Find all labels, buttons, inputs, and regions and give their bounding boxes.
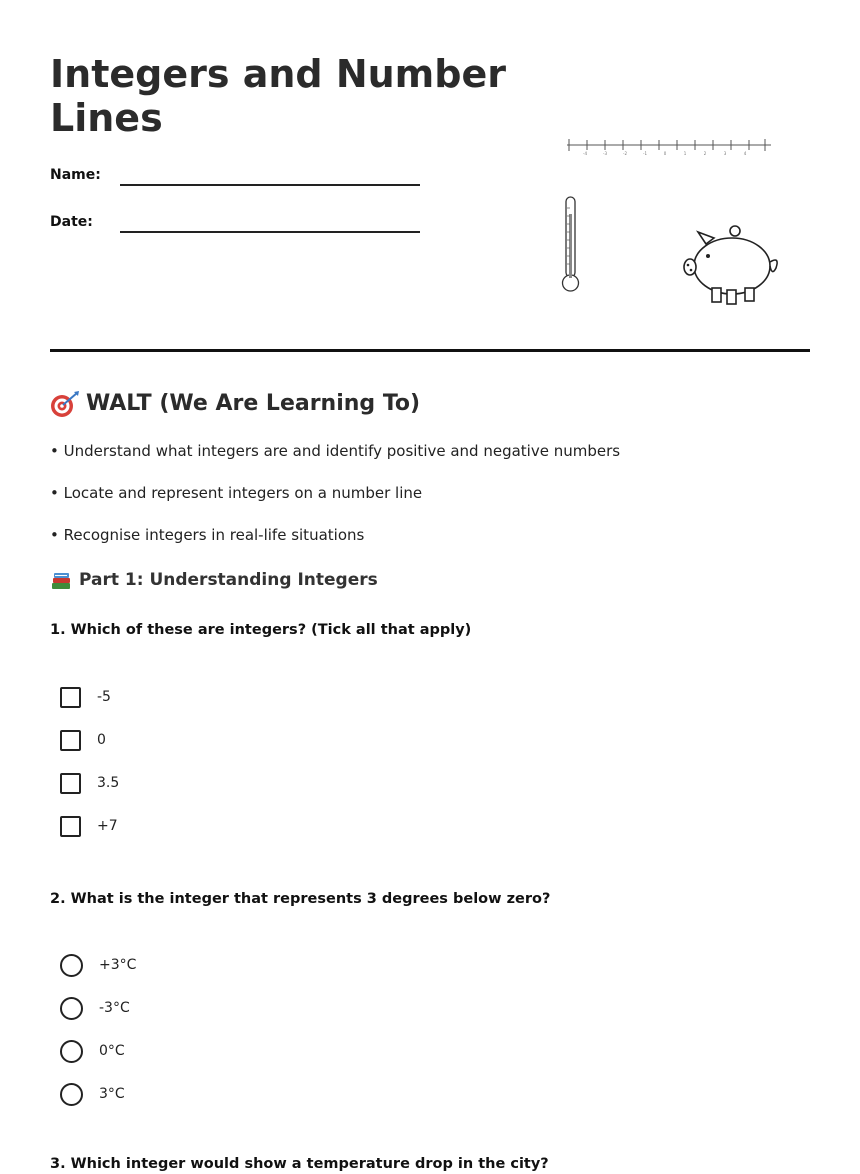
number-line-tick-label: 0 [663,151,667,156]
header-divider [50,349,810,352]
q2-option[interactable] [60,1039,125,1063]
checkbox[interactable] [60,773,81,794]
number-line-tick-label: -3 [603,151,607,156]
q1-option[interactable] [60,814,118,838]
q1-option[interactable] [60,728,106,752]
number-line-tick-label: 2 [703,151,707,156]
option-label: -3°C [99,1000,130,1016]
q1-option[interactable] [60,771,119,795]
q2-option[interactable] [60,996,130,1020]
walt-heading-text: WALT (We Are Learning To) [86,391,421,416]
part1-heading-text: Part 1: Understanding Integers [79,570,378,590]
question-3-clipped [50,1150,570,1172]
checkbox[interactable] [60,816,81,837]
question-1: 1. Which of these are integers? (Tick all that apply) [50,622,472,638]
number-line-icon [565,134,775,156]
date-field[interactable] [50,212,430,242]
date-input-line[interactable] [120,231,420,233]
thermometer-icon [558,194,584,298]
option-label: 3.5 [97,775,120,791]
piggy-bank-icon [682,222,784,308]
number-line-tick-label: 4 [743,151,747,156]
radio-button[interactable] [60,1040,83,1063]
q2-option[interactable] [60,953,136,977]
worksheet-title: Integers and Number Lines [50,52,506,140]
option-label: -5 [97,689,111,705]
checkbox[interactable] [60,730,81,751]
worksheet-page [50,0,810,1172]
number-line-tick-label: 1 [683,151,687,156]
walt-bullet-1: • Understand what integers are and identify positive and negative numbers [50,442,621,460]
books-icon [50,569,72,591]
number-line-tick-label: 3 [723,151,727,156]
question-3: 3. Which integer would show a temperature drop in the city? [50,1156,549,1172]
q1-option[interactable] [60,685,111,709]
radio-button[interactable] [60,1083,83,1106]
q2-option[interactable] [60,1082,125,1106]
walt-heading [50,390,420,418]
name-label: Name: [50,167,101,183]
number-line-tick-label: -1 [643,151,647,156]
number-line-tick-label: -4 [583,151,587,156]
walt-bullet-3: • Recognise integers in real-life situations [50,526,365,544]
name-field[interactable] [50,165,430,195]
radio-button[interactable] [60,997,83,1020]
number-line-tick-label: -2 [623,151,627,156]
option-label: 0 [97,732,106,748]
question-2: 2. What is the integer that represents 3 degrees below zero? [50,891,551,907]
target-icon [50,390,80,418]
walt-bullet-2: • Locate and represent integers on a number line [50,484,423,502]
checkbox[interactable] [60,687,81,708]
radio-button[interactable] [60,954,83,977]
option-label: +7 [97,818,118,834]
option-label: 3°C [99,1086,125,1102]
part1-heading [50,568,378,592]
option-label: +3°C [99,957,137,973]
date-label: Date: [50,214,93,230]
name-input-line[interactable] [120,184,420,186]
option-label: 0°C [99,1043,125,1059]
